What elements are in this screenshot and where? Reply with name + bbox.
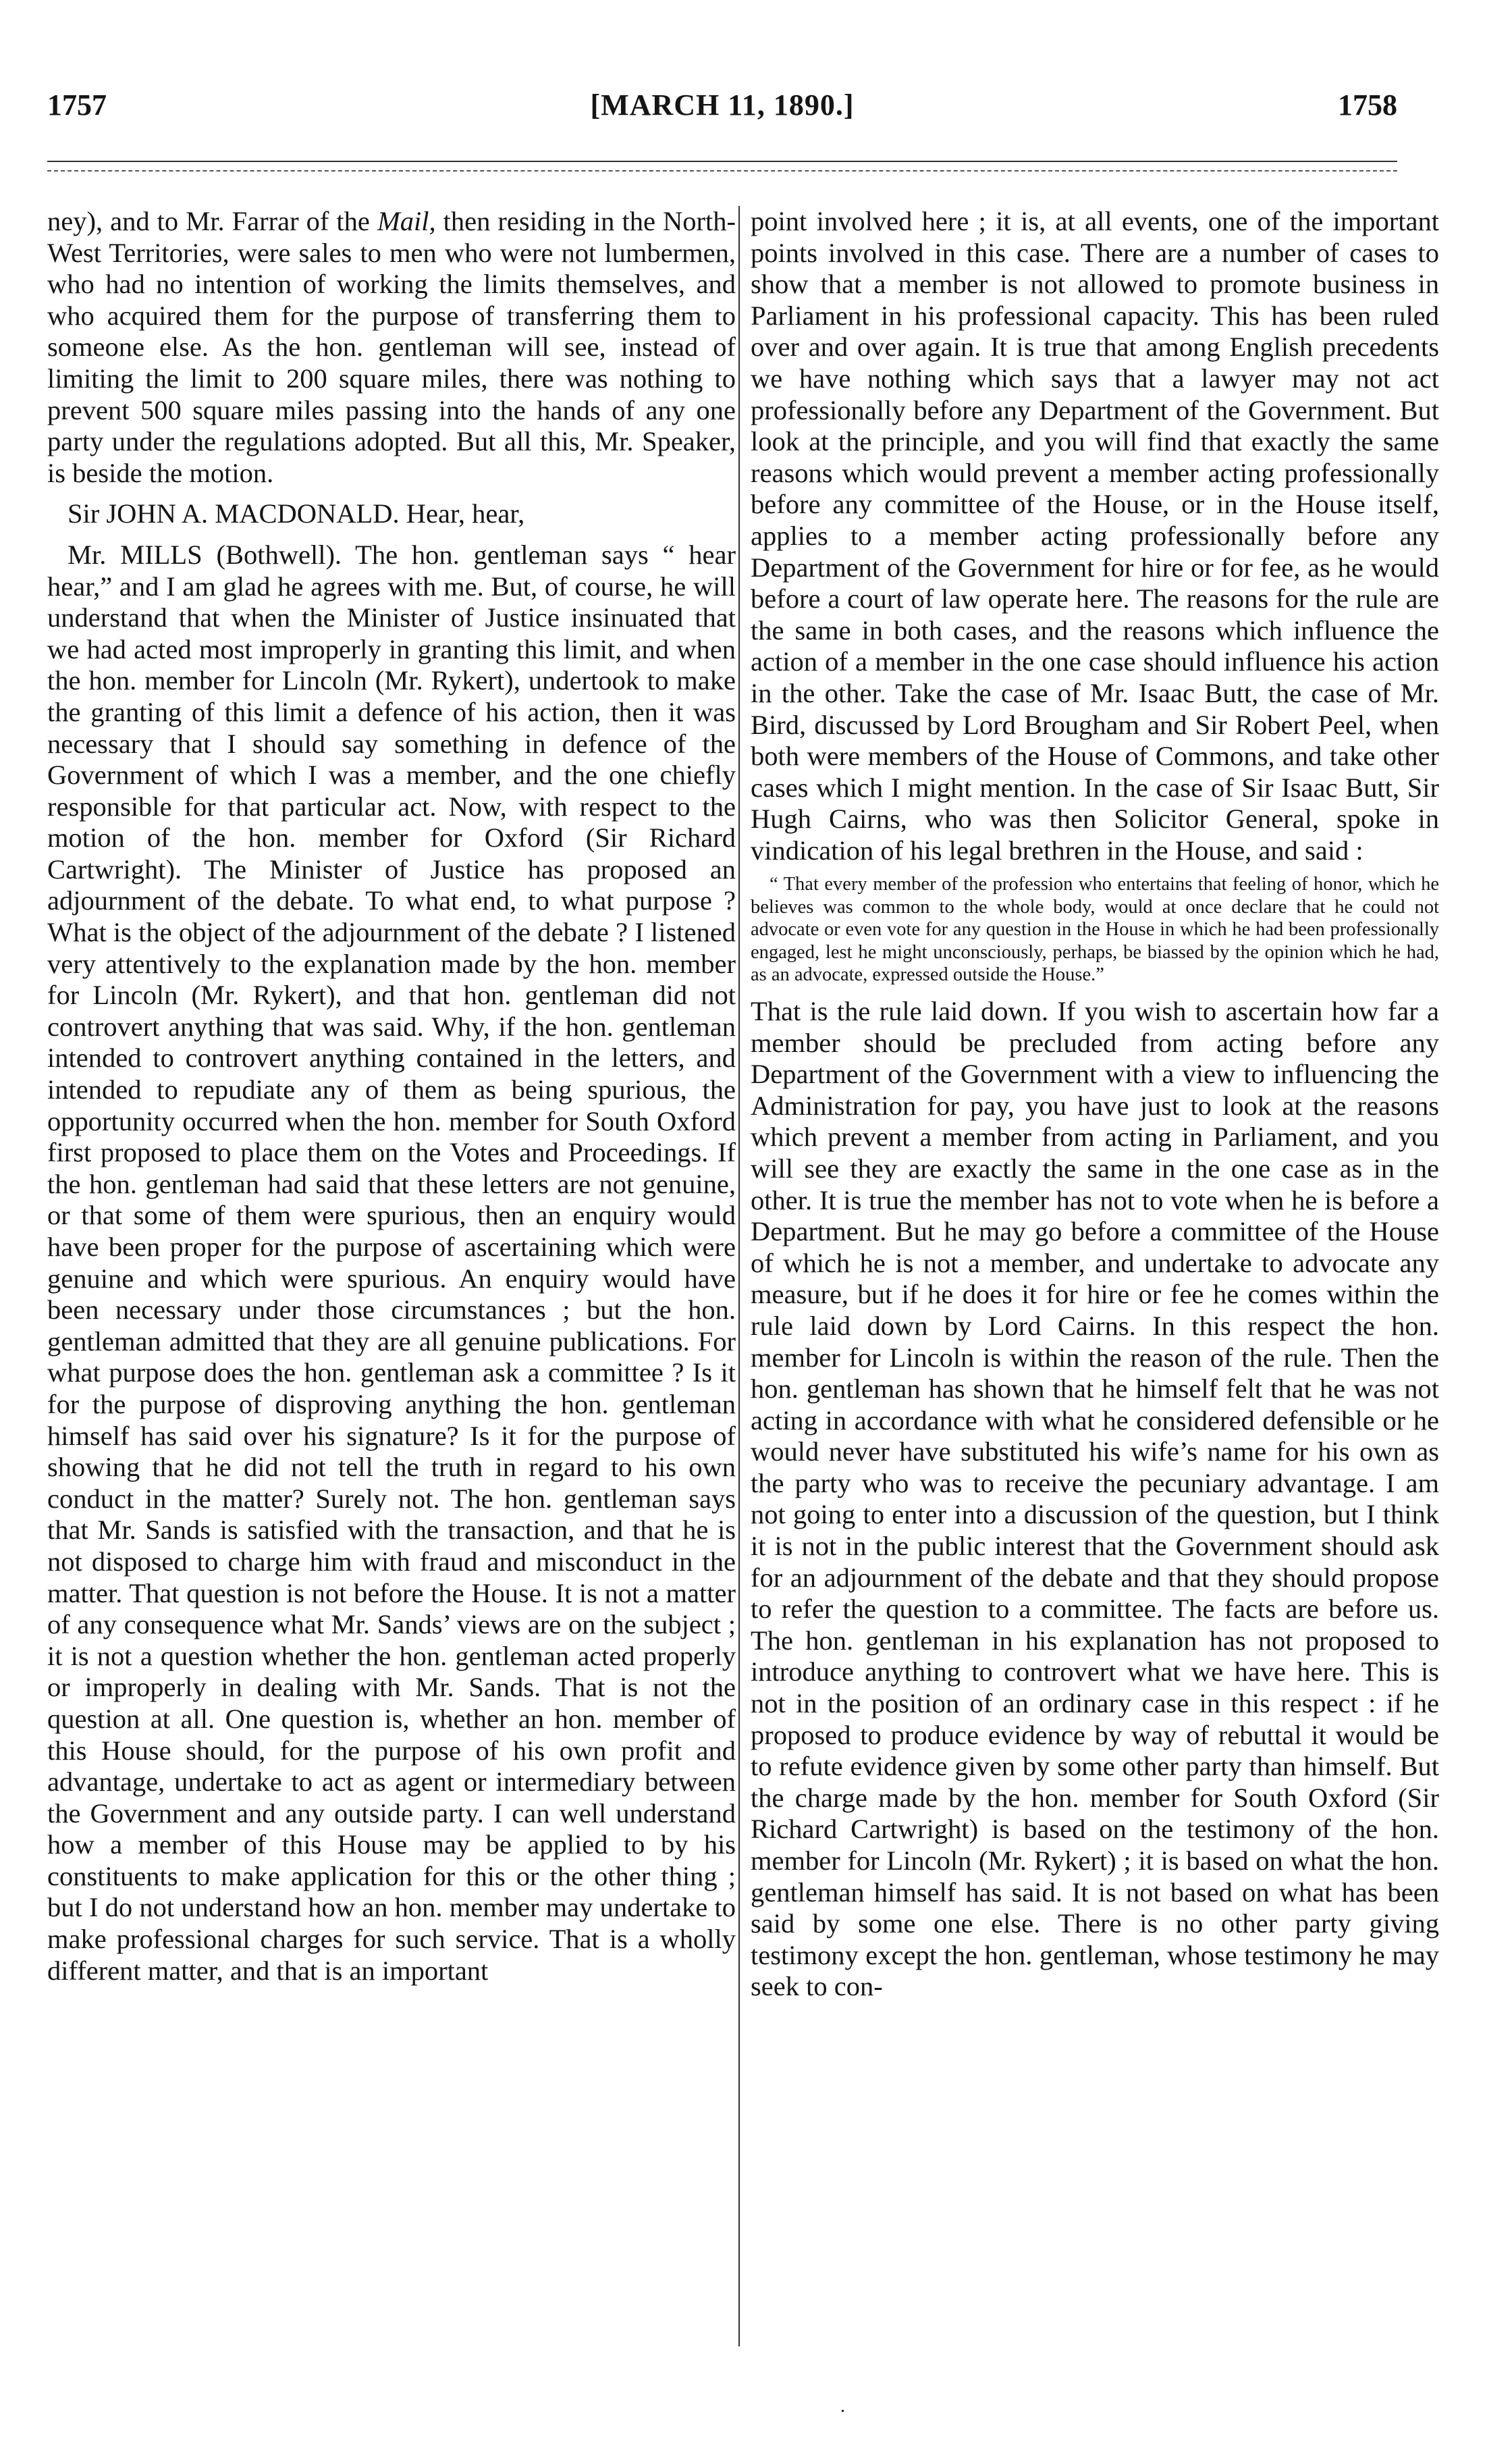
footer-mark: . xyxy=(840,2396,845,2417)
continued-paragraph-right: point involved here ; it is, at all events, one of the important points involved in this case. There are a number of cases to show that a member is not allowed to promote business in Parliament in his professional capacity. This has been ruled over and over again. It is true that among English precedents we have nothing which says that a lawyer may not act professionally before any Department of the Government. But look at the principle, and you will find that exactly the same reasons which would prevent a member acting professionally before any committee of the House, or in the House itself, applies to a member acting professionally before any Department of the Government for hire or for fee, as he would before a court of law operate here. The reasons for the rule are the same in both cases, and the reasons which influence the action of a member in the one case should influence his action in the other. Take the case of Mr. Isaac Butt, the case of Mr. Bird, discussed by Lord Brougham and Sir Robert Peel, when both were members of the House of Commons, and take other cases which I might mention. In the case of Sir Isaac Butt, Sir Hugh Cairns, who was then Solicitor General, spoke in vindication of his legal brethren in the House, and said : xyxy=(751,206,1439,866)
header-date: [MARCH 11, 1890.] xyxy=(590,88,855,122)
page-header xyxy=(47,88,1397,135)
right-column xyxy=(751,206,1439,2003)
paragraph-rule-laid-down: That is the rule laid down. If you wish to ascertain how far a member should be precluded from acting before any Department of the Government with a view to influencing the Administration for pay, you have just to look at the reasons which prevent a member from acting in Parliament, and you will see they are exactly the same in the one case as in the other. It is true the member has not to vote when he is before a Department. But he may go before a committee of the House of which he is not a member, and undertake to advocate any measure, but if he does it for hire or fee he comes within the rule laid down by Lord Cairns. In this respect the hon. member for Lincoln is within the reason of the rule. Then the hon. gentleman has shown that he himself felt that he was not acting in accordance with what he considered defensible or he would never have substituted his wife’s name for his own as the party who was to receive the pecuniary advantage. I am not going to enter into a discussion of the question, but I think it is not in the public interest that the Government should ask for an adjournment of the debate and that they should propose to refer the question to a committee. The facts are before us. The hon. gentleman in his explanation has not proposed to introduce anything to controvert what we have here. This is not in the position of an ordinary case in this respect : if he proposed to produce evidence by way of rebuttal it would be to refute evidence given by some other party than himself. But the charge made by the hon. member for South Oxford (Sir Richard Cartwright) is based on the testimony of the hon. member for Lincoln (Mr. Rykert) ; it is based on what the hon. gentleman himself has said. It is not based on what has been said by some one else. There is no other party giving testimony except the hon. gentleman, whose testimony he may seek to con- xyxy=(751,995,1439,2002)
newspaper-name: Mail, xyxy=(377,206,436,236)
speech-mills: Mr. MILLS (Bothwell). The hon. gentleman says “ hear hear,” and I am glad he agrees with me. But, of course, he will understand that when the Minister of Justice insinuated that we had acted most improperly in granting this limit, and when the hon. member for Lincoln (Mr. Rykert), undertook to make the granting of this limit a defence of his action, then it was necessary that I should say something in defence of the Government of which I was a member, and the one chiefly responsible for that particular act. Now, with respect to the motion of the hon. member for Oxford (Sir Richard Cartwright). The Minister of Justice has proposed an adjournment of the debate. To what end, to what purpose ? What is the object of the adjournment of the debate ? I listened very attentively to the explanation made by the hon. member for Lincoln (Mr. Rykert), and that hon. gentleman did not controvert anything that was said. Why, if the hon. gentleman intended to controvert anything contained in the letters, and intended to repudiate any of them as being spurious, the opportunity occurred when the hon. member for South Oxford first proposed to place them on the Votes and Proceedings. If the hon. gentleman had said that these letters are not genuine, or that some of them were spurious, then an enquiry would have been proper for the purpose of ascertaining which were genuine and which were spurious. An enquiry would have been necessary under those circumstances ; but the hon. gentleman admitted that they are all genuine publications. For what purpose does the hon. gentleman ask a committee ? Is it for the purpose of disproving anything the hon. gentleman himself has said over his signature? Is it for the purpose of showing that he did not tell the truth in regard to his own conduct in the matter? Surely not. The hon. gentleman says that Mr. Sands is satisfied with the transaction, and that he is not disposed to charge him with fraud and misconduct in the matter. That question is not before the House. It is not a matter of any consequence what Mr. Sands’ views are on the subject ; it is not a question whether the hon. gentleman acted properly or improperly in dealing with Mr. Sands. That is not the question at all. One question is, whether an hon. member of this House should, for the purpose of his own profit and advantage, undertake to act as agent or intermediary between the Government and any outside party. I can well understand how a member of this House may be applied to by his constituents to make application for this or the other thing ; but I do not understand how an hon. member may undertake to make professional charges for such service. That is a wholly different matter, and that is an important xyxy=(47,539,736,1986)
left-column xyxy=(47,206,736,1986)
continued-paragraph xyxy=(47,206,736,489)
page-number-right: 1758 xyxy=(1338,88,1397,122)
paragraph-text: ney), and to Mr. Farrar of the xyxy=(47,206,377,236)
speech-macdonald: Sir JOHN A. MACDONALD. Hear, hear, xyxy=(68,498,525,529)
page-number-left: 1757 xyxy=(47,88,107,122)
paragraph-text: then residing in the North-West Territories, were sales to men who were not lumbermen, who had no intention of working the limits themselves, and who acquired them for the purpose of transferring them to someone else. As the hon. gentleman will see, instead of limiting the limit to 200 square miles, there was nothing to prevent 500 square miles passing into the hands of any one party under the regulations adopted. But all this, Mr. Speaker, is beside the motion. xyxy=(47,206,736,488)
quotation-cairns: “ That every member of the profession who entertains that feeling of honor, which he believes was common to the whole body, would at once declare that he could not advocate or even vote for any question in the House in which he had been professionally engaged, lest he might unconsciously, perhaps, be biassed by the opinion which he had, as an advocate, expressed outside the House.” xyxy=(751,874,1439,986)
column-divider xyxy=(738,206,740,2346)
header-dashed-rule xyxy=(47,170,1397,172)
header-rule xyxy=(47,161,1397,162)
